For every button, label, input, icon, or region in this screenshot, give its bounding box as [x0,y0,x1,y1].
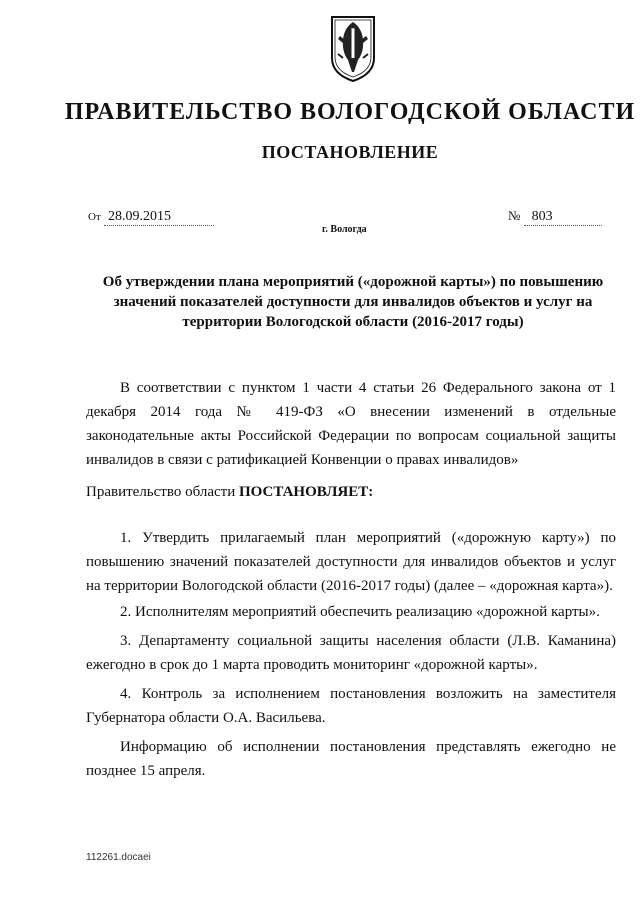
item-2: 2. Исполнителям мероприятий обеспечить реализацию «дорожной карты». [120,604,600,620]
resolve-prefix: Правительство области [86,484,236,500]
number-value: 803 [524,209,602,226]
date-prefix: От [88,211,101,223]
date-value: 28.09.2015 [104,209,214,226]
item-1: 1. Утвердить прилагаемый план мероприятий («дорожную карту») по повышению значений показателей доступности для инвалидов объектов и услуг на территории Вологодской области (2016-2017 годы) (далее – «дорожная карта»). [86,530,616,594]
coat-of-arms-icon [328,14,378,84]
government-name: ПРАВИТЕЛЬСТВО ВОЛОГОДСКОЙ ОБЛАСТИ [64,99,636,125]
document-type: ПОСТАНОВЛЕНИЕ [261,142,439,162]
resolve-word: ПОСТАНОВЛЯЕТ: [238,484,374,500]
info-paragraph: Информацию об исполнении постановления представлять ежегодно не позднее 15 апреля. [86,739,616,779]
preamble-paragraph: В соответствии с пунктом 1 части 4 статьи 26 Федерального закона от 1 декабря 2014 года № 419-ФЗ «О внесении изменений в отдельные законодательные акты Российской Федерации по вопросам социальной защиты инвалидов в связи с ратификацией Конвенции о правах инвалидов» [86,380,616,468]
number-prefix: № [508,208,521,223]
resolve-line [86,480,616,504]
city-label: г. Вологда [322,224,367,235]
document-title: Об утверждении плана мероприятий («дорожной карты») по повышению значений показателей доступности для инвалидов объектов и услуг на территории Вологодской области (2016-2017 годы) [102,274,604,330]
item-3: 3. Департаменту социальной защиты населения области (Л.В. Каманина) ежегодно в срок до 1 марта проводить мониторинг «дорожной карты». [86,633,616,673]
document-number [508,208,602,226]
document-date [88,208,214,226]
item-4: 4. Контроль за исполнением постановления возложить на заместителя Губернатора области О.А. Васильева. [86,686,616,726]
file-name: 112261.docaei [86,852,151,863]
